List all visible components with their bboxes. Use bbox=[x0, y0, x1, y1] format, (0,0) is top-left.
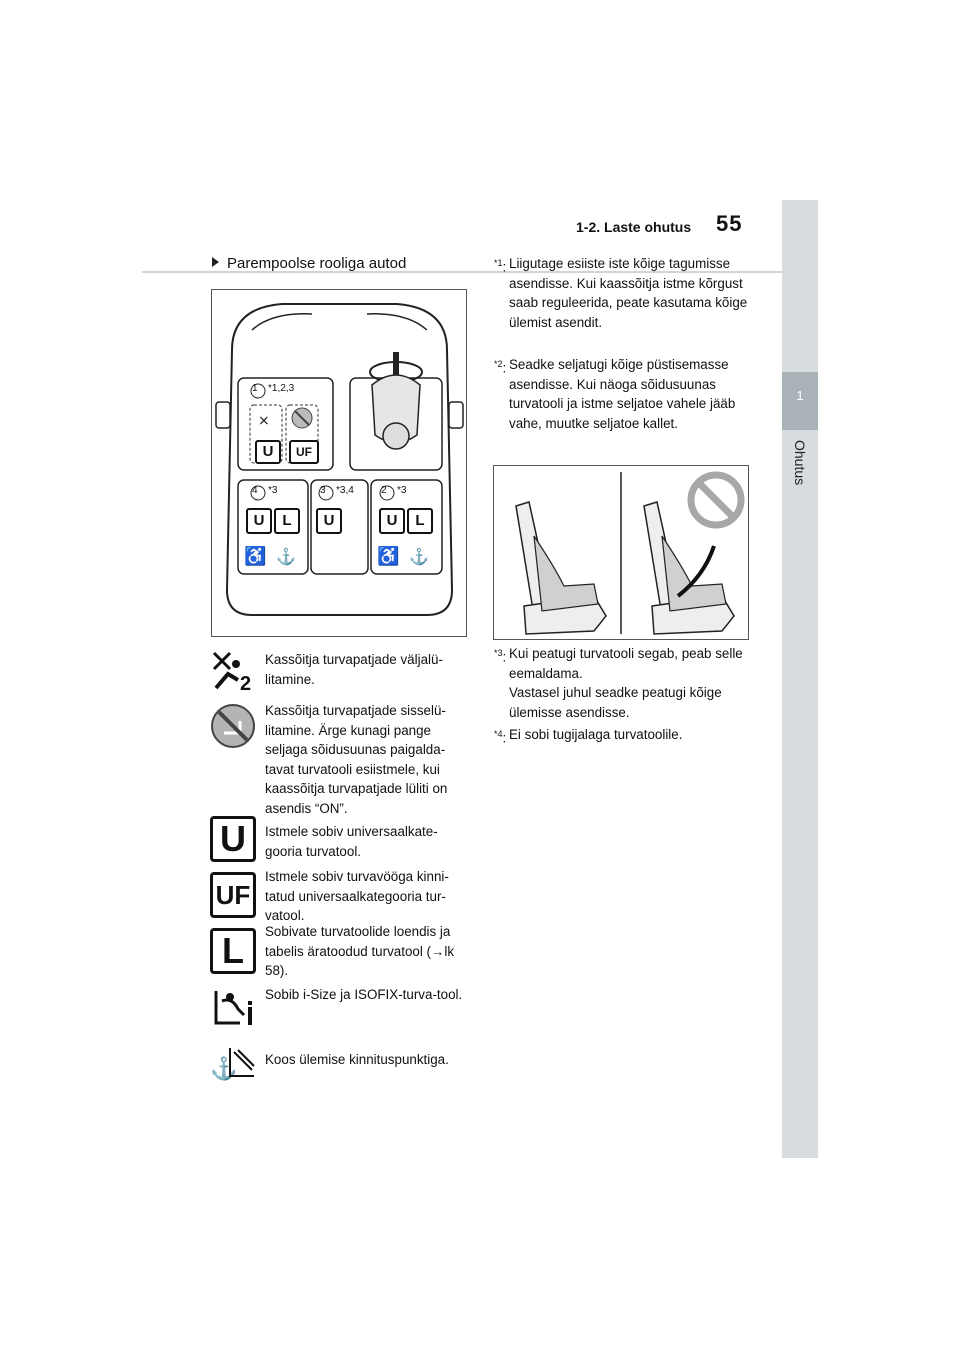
triangle-bullet-icon bbox=[212, 257, 219, 267]
chapter-side-tab bbox=[782, 200, 818, 1158]
car-seat-diagram bbox=[211, 289, 467, 637]
seat2-notes: *3 bbox=[397, 485, 407, 496]
note-3-mark: *3 bbox=[494, 648, 503, 658]
rear-facing-seat-prohibited-icon bbox=[210, 703, 256, 754]
legend-text-top-tether: Koos ülemise kinnituspunktiga. bbox=[265, 1052, 449, 1067]
legend-text-universal-forward: Istmele sobiv turvavööga kinni-tatud universaalkategooria tur-vatool. bbox=[265, 869, 449, 923]
note-3-line-2: Vastasel juhul seadke peatugi kõige ülemisse asendisse. bbox=[509, 685, 722, 720]
seat1-badge-u: U bbox=[255, 440, 281, 464]
subheading bbox=[212, 255, 406, 272]
u-symbol: U bbox=[210, 816, 256, 862]
note-1: $^{*1}$: Liigutage esiiste iste kõige tagumisse asendisse. Kui kaassõitja istme kõrgust saab reguleerida, peate kasutama kõige ülemist asendit. bbox=[494, 254, 756, 332]
legend-text-airbag-on-warning: Kassõitja turvapatjade sisselü-litamine. Ärge kunagi pange seljaga sõidusuunas paigalda-tavat turvatooli esiistmele, kui kaassõitja turvapatjade lüliti on asendis “ON”. bbox=[265, 703, 448, 816]
note-3-line-1: Kui peatugi turvatooli segab, peab selle eemaldama. bbox=[509, 646, 743, 681]
seat4-number: 4 bbox=[252, 485, 258, 496]
note-2-text: Seadke seljatugi kõige püstisemasse asendisse. Kui näoga sõidusuunas turvatooli ja istme seljatoe vahele jääb vahe, muutke seljatoe kallet. bbox=[509, 357, 736, 431]
legend-text-universal: Istmele sobiv universaalkate-gooria turvatool. bbox=[265, 824, 438, 859]
legend-text-airbag-off: Kassõitja turvapatjade väljalü-litamine. bbox=[265, 652, 443, 687]
note-4-text: Ei sobi tugijalaga turvatoolile. bbox=[509, 727, 683, 742]
isofix-icon bbox=[210, 985, 256, 1036]
seat1-number: 1 bbox=[252, 383, 258, 394]
svg-text:♿: ♿ bbox=[244, 546, 267, 566]
l-symbol: L bbox=[210, 928, 256, 974]
note-4-mark: *4 bbox=[494, 729, 503, 739]
note-1-mark: *1 bbox=[494, 258, 503, 268]
note-3: $^{*3}$: Kui peatugi turvatooli segab, peab selle eemaldama. Vastasel juhul seadke peatugi kõige ülemisse asendisse. bbox=[494, 644, 756, 722]
page-number: 55 bbox=[716, 211, 743, 236]
uf-symbol: UF bbox=[210, 872, 256, 918]
svg-text:⨯: ⨯ bbox=[258, 412, 270, 428]
seat3-number: 3 bbox=[320, 485, 326, 496]
legend-text-isofix: Sobib i-Size ja ISOFIX-turva-tool. bbox=[265, 987, 463, 1002]
seat2-number: 2 bbox=[381, 485, 387, 496]
chapter-number: 1 bbox=[796, 388, 804, 403]
seat4-notes: *3 bbox=[268, 485, 278, 496]
seat4-badge-l: L bbox=[274, 508, 300, 534]
seat1-badge-uf: UF bbox=[289, 440, 319, 464]
seat3-badge-u: U bbox=[316, 508, 342, 534]
top-tether-icon bbox=[210, 1040, 256, 1087]
svg-text:2: 2 bbox=[240, 673, 252, 692]
subheading-text: Parempoolse rooliga autod bbox=[227, 255, 407, 272]
seat2-badge-u: U bbox=[379, 508, 405, 534]
svg-text:⚓: ⚓ bbox=[276, 549, 296, 566]
svg-text:⚓: ⚓ bbox=[409, 549, 429, 566]
airbag-off-icon bbox=[210, 650, 256, 697]
note-4: $^{*4}$: Ei sobi tugijalaga turvatoolile. bbox=[494, 725, 756, 745]
seat4-badge-u: U bbox=[246, 508, 272, 534]
seat2-badge-l: L bbox=[407, 508, 433, 534]
car-outline-illustration bbox=[212, 290, 466, 636]
svg-text:♿: ♿ bbox=[377, 546, 400, 566]
legend-text-listed-seat: Sobivate turvatoolide loendis ja tabelis äratoodud turvatool (→lk 58). bbox=[265, 924, 455, 978]
note-2-mark: *2 bbox=[494, 359, 503, 369]
note-1-text: Liigutage esiiste iste kõige tagumisse asendisse. Kui kaassõitja istme kõrgust saab reguleerida, peate kasutama kõige ülemist asendit. bbox=[509, 256, 748, 330]
seat1-notes: *1,2,3 bbox=[268, 383, 295, 394]
section-title: 1-2. Laste ohutus bbox=[576, 219, 692, 235]
seat-recline-illustration bbox=[493, 465, 749, 640]
seat3-notes: *3,4 bbox=[336, 485, 354, 496]
chapter-label: Ohutus bbox=[792, 440, 808, 486]
note-2: $^{*2}$: Seadke seljatugi kõige püstisemasse asendisse. Kui näoga sõidusuunas turvatooli ja istme seljatoe vahele jääb vahe, muutke seljatoe kallet. bbox=[494, 355, 756, 433]
svg-text:⚓: ⚓ bbox=[210, 1056, 238, 1081]
